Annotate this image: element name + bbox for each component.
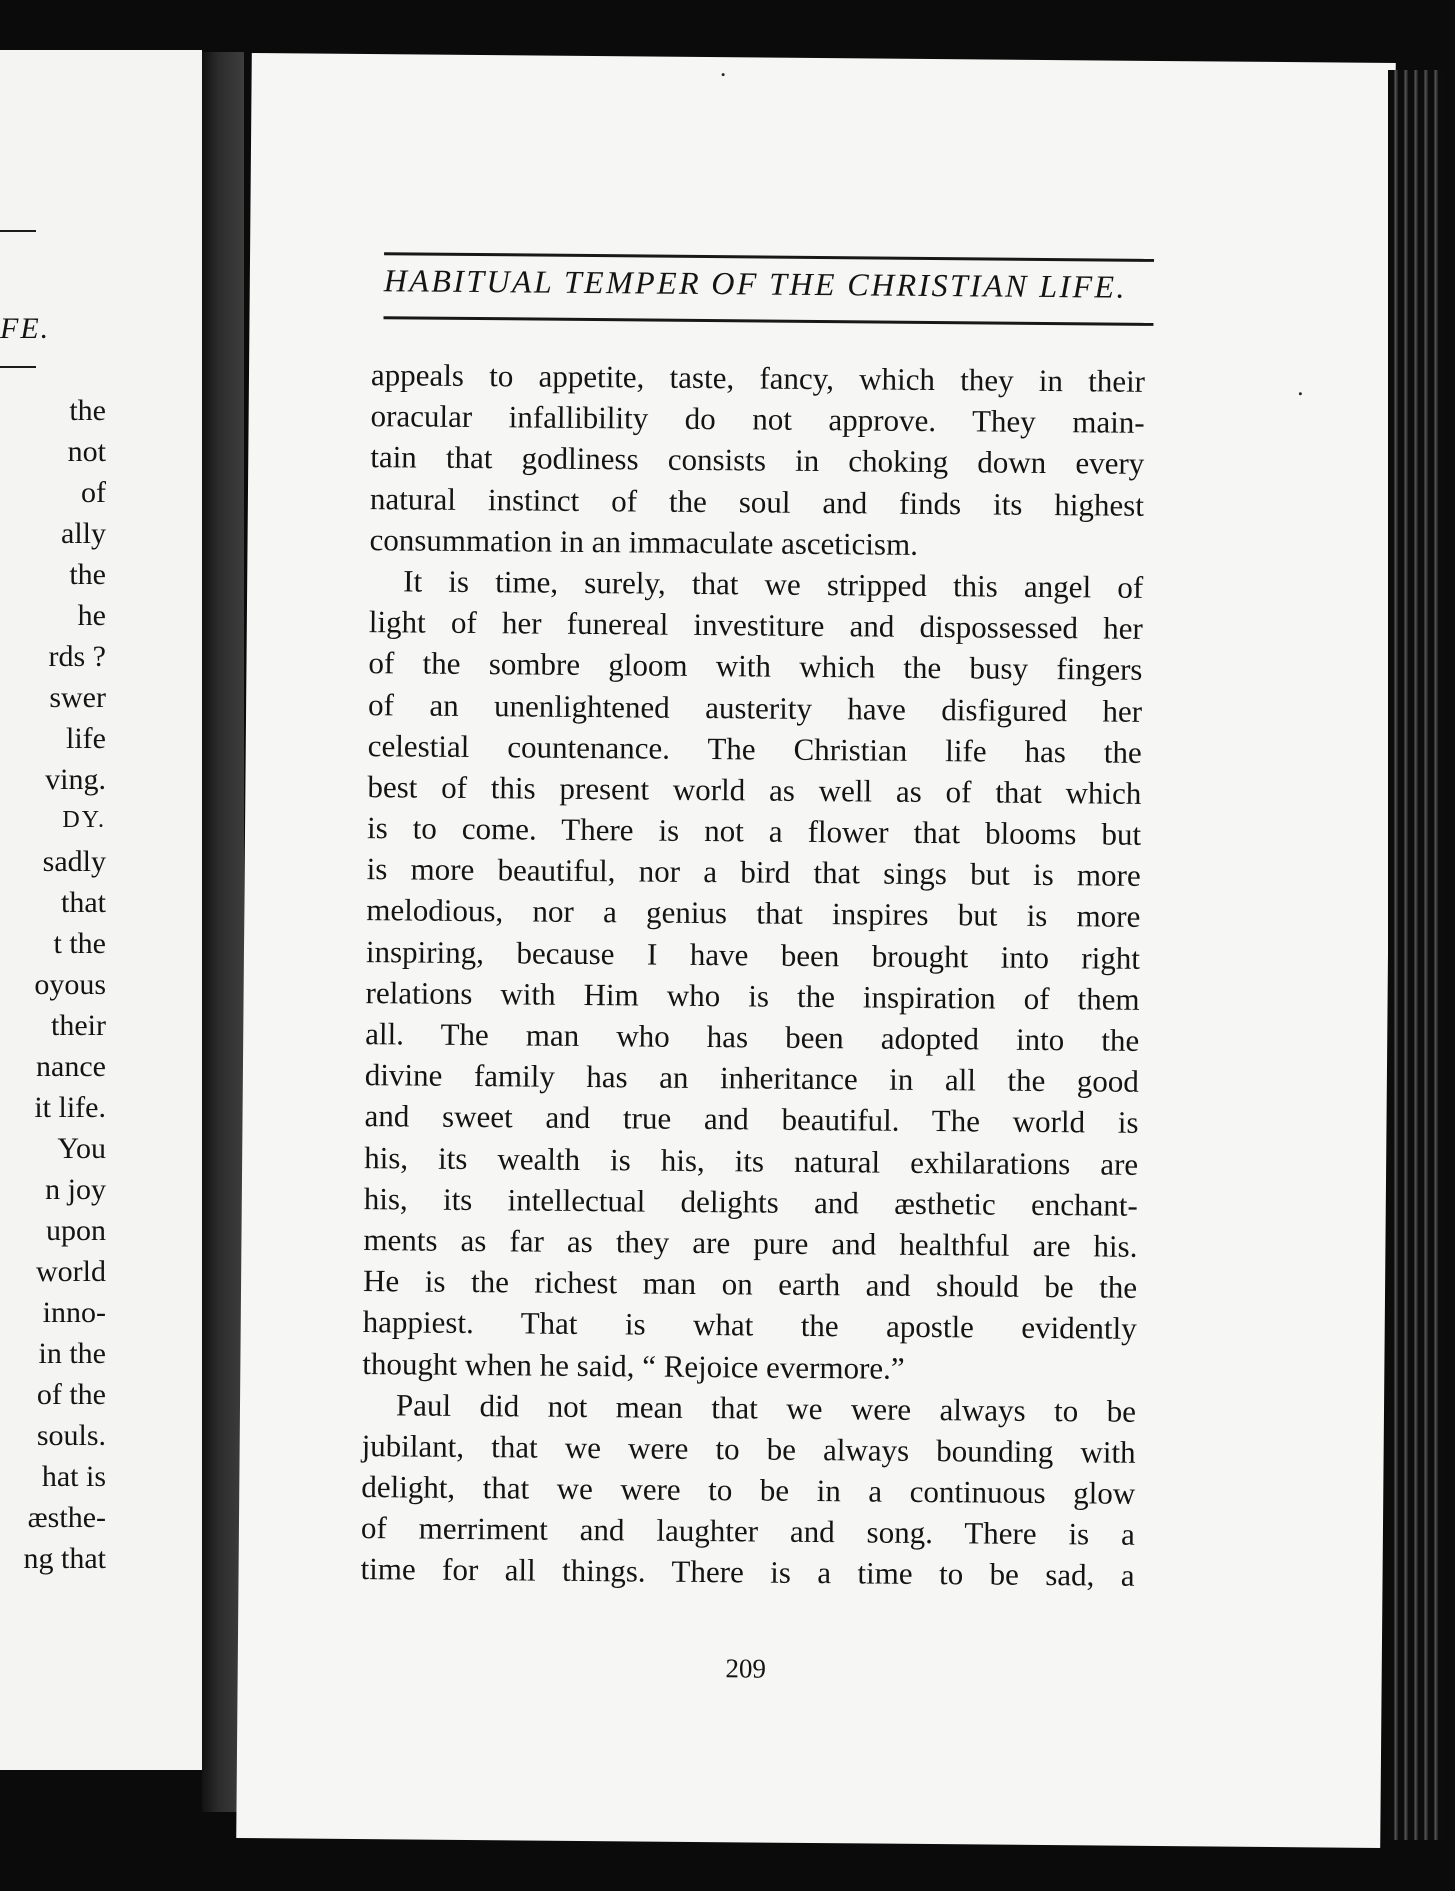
left-line-fragment: the [69, 558, 106, 591]
text-line: thought when he said, “ Rejoice evermore.” [362, 1345, 905, 1386]
left-line-fragment: DY. [62, 807, 106, 833]
left-line-fragment: You [57, 1132, 106, 1165]
header-rule-top [384, 252, 1154, 262]
previous-page [0, 50, 202, 1770]
text-line: oracular infallibility do not approve. They main- [370, 398, 1145, 441]
left-line-fragment: sadly [42, 845, 106, 878]
text-line: and sweet and true and beautiful. The world is [364, 1098, 1139, 1141]
left-line-fragment: ving. [45, 763, 106, 796]
page-edges [1388, 70, 1444, 1840]
left-page-text [24, 390, 107, 1579]
text-line: is more beautiful, nor a bird that sings but is more [366, 851, 1141, 894]
left-line-fragment: that [61, 886, 106, 919]
text-line: It is time, surely, that we stripped this angel of [403, 563, 1144, 605]
text-line: divine family has an inheritance in all the good [364, 1057, 1140, 1100]
left-line-fragment: upon [46, 1214, 106, 1247]
left-line-fragment: oyous [34, 968, 106, 1001]
ink-speck [722, 73, 725, 76]
book-page [236, 53, 1396, 1848]
left-running-head: FE. [0, 312, 51, 345]
left-line-fragment: not [67, 435, 106, 468]
text-line: all. The man who has been adopted into the [365, 1016, 1140, 1058]
left-line-fragment: swer [49, 681, 106, 714]
left-line-fragment: world [36, 1255, 106, 1288]
text-line: of merriment and laughter and song. There is a [360, 1510, 1136, 1553]
text-line: jubilant, that we were to be always bounding with [361, 1427, 1136, 1470]
text-line: appeals to appetite, taste, fancy, which they in their [370, 357, 1146, 399]
book-gutter [202, 52, 244, 1812]
left-line-fragment: he [77, 599, 106, 632]
left-line-fragment: æsthe- [27, 1501, 106, 1534]
page-body-text [360, 354, 1145, 1596]
text-line: Paul did not mean that we were always to be [395, 1387, 1137, 1429]
left-line-fragment: ally [61, 517, 106, 550]
left-line-fragment: their [51, 1009, 106, 1042]
text-line: ments as far as they are pure and healthful are his. [363, 1222, 1138, 1264]
text-line: natural instinct of the soul and finds its highest [369, 480, 1145, 523]
header-rule-bottom [383, 316, 1153, 326]
text-line: relations with Him who is the inspiration of them [365, 974, 1140, 1017]
text-line: his, its wealth is his, its natural exhilarations are [364, 1139, 1139, 1182]
left-line-fragment: t the [53, 927, 106, 960]
text-line: melodious, nor a genius that inspires but is more [366, 892, 1141, 935]
text-line: inspiring, because I have been brought into right [365, 933, 1141, 976]
text-line: celestial countenance. The Christian life has the [367, 727, 1142, 770]
left-line-fragment: n joy [45, 1173, 106, 1206]
text-line: consummation in an immaculate asceticism. [369, 521, 919, 562]
left-line-fragment: inno- [42, 1296, 106, 1329]
text-line: his, its intellectual delights and æsthetic enchant- [363, 1180, 1138, 1223]
text-line: tain that godliness consists in choking down every [370, 439, 1145, 482]
left-header-rule-top [0, 230, 36, 232]
left-line-fragment: souls. [36, 1419, 106, 1452]
left-line-fragment: hat is [41, 1460, 106, 1493]
left-header-rule-bottom [0, 366, 36, 368]
left-line-fragment: life [66, 722, 106, 755]
running-head: HABITUAL TEMPER OF THE CHRISTIAN LIFE. [383, 262, 1127, 305]
left-line-fragment: in the [38, 1337, 106, 1370]
text-line: delight, that we were to be in a continuous glow [361, 1469, 1136, 1511]
page-number: 209 [725, 1653, 767, 1684]
text-line: is to come. There is not a flower that blooms but [366, 810, 1142, 852]
text-line: light of her funereal investiture and dispossessed her [368, 604, 1143, 646]
left-line-fragment: nance [36, 1050, 106, 1083]
text-line: best of this present world as well as of that which [367, 768, 1142, 811]
left-line-fragment: rds ? [48, 640, 106, 673]
left-line-fragment: the [69, 394, 106, 427]
left-line-fragment: it life. [34, 1091, 106, 1124]
ink-speck [1299, 392, 1302, 395]
text-line: of the sombre gloom with which the busy fingers [368, 645, 1143, 688]
left-line-fragment: ng that [23, 1542, 106, 1575]
text-line: happiest. That is what the apostle evidently [362, 1304, 1137, 1347]
left-line-fragment: of [81, 476, 106, 509]
text-line: He is the richest man on earth and should be the [362, 1263, 1138, 1305]
text-line: of an unenlightened austerity have disfigured her [367, 686, 1143, 729]
text-line: time for all things. There is a time to be sad, a [360, 1551, 1135, 1594]
left-line-fragment: of the [36, 1378, 106, 1411]
